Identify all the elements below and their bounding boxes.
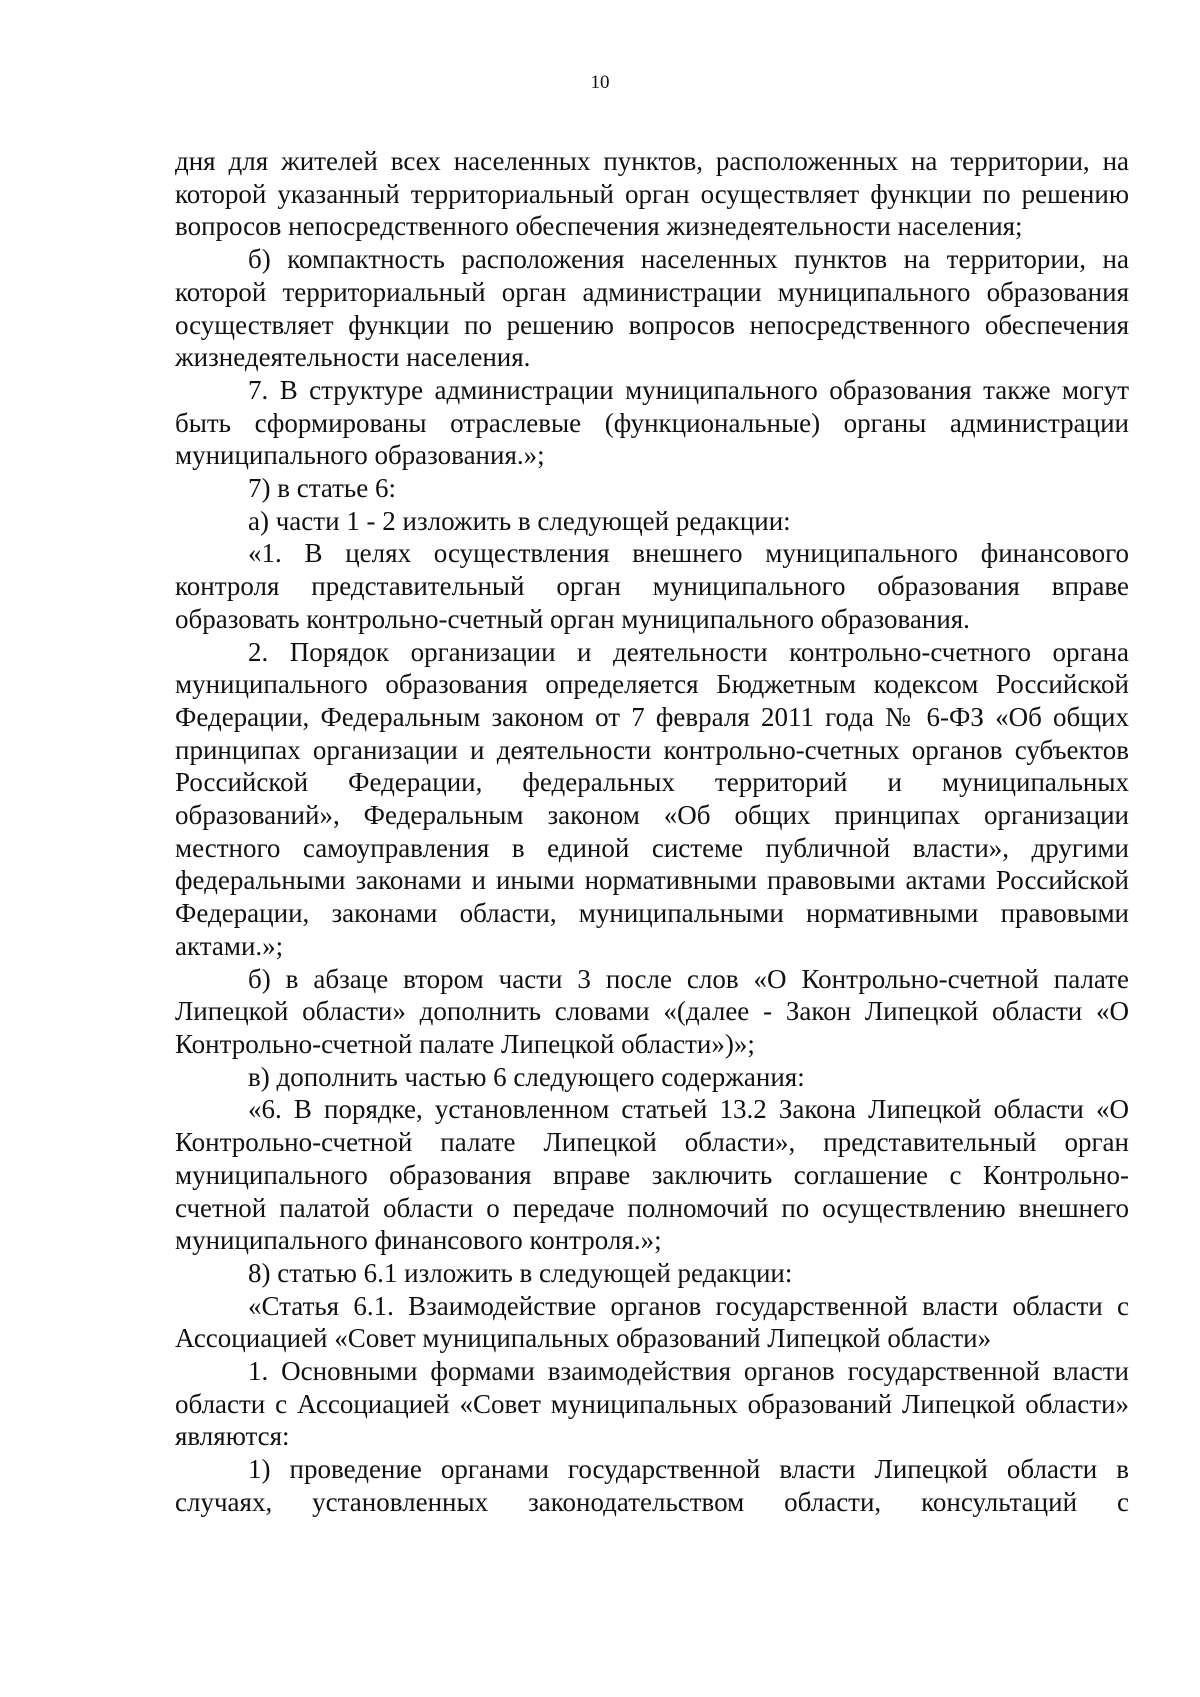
paragraph-1: дня для жителей всех населенных пунктов, расположенных на территории, на которой указанный территориальный орган осуществляет функции по решению вопросов непосредственного обеспечения жизнедеятельности населения; [175, 146, 1129, 242]
paragraph-13: 1. Основными формами взаимодействия органов государственной власти области с Ассоциацией «Совет муниципальных образований Липецкой области» являются: [175, 1356, 1129, 1452]
paragraph-3: 7. В структуре администрации муниципального образования также могут быть сформированы отраслевые (функциональные) органы администрации муниципального образования.»; [175, 374, 1129, 471]
paragraph-5: а) части 1 - 2 изложить в следующей редакции: [248, 505, 791, 536]
paragraph-7: 2. Порядок организации и деятельности контрольно-счетного органа муниципального образования определяется Бюджетным кодексом Российской Федерации, Федеральным законом от 7 февраля 2011 года № 6-ФЗ «Об общих принципах организации и деятельности контрольно-счетных органов субъектов Российской Федерации, федеральных территорий и муниципальных образований», Федеральным законом «Об общих принципах организации местного самоуправления в единой системе публичной власти», другими федеральными законами и иными нормативными правовыми актами Российской Федерации, законами области, муниципальными нормативными правовыми актами.»; [175, 636, 1129, 961]
paragraph-10: «6. В порядке, установленном статьей 13.2 Закона Липецкой области «О Контрольно-счетной палате Липецкой области», представительный орган муниципального образования вправе заключить соглашение с Контрольно-счетной палатой области о передаче полномочий по осуществлению внешнего муниципального финансового контроля.»; [175, 1094, 1129, 1256]
paragraph-14: 1) проведение органами государственной власти Липецкой области в случаях, установленных законодательством области, консультаций с [175, 1454, 1129, 1517]
paragraph-9: в) дополнить частью 6 следующего содержания: [248, 1061, 805, 1092]
paragraph-2: б) компактность расположения населенных пунктов на территории, на которой территориальный орган администрации муниципального образования осуществляет функции по решению вопросов непосредственного обеспечения жизнедеятельности населения. [175, 244, 1129, 373]
page-number: 10 [590, 72, 610, 93]
paragraph-12: «Статья 6.1. Взаимодействие органов государственной власти области с Ассоциацией «Совет муниципальных образований Липецкой области» [175, 1290, 1129, 1354]
paragraph-11: 8) статью 6.1 изложить в следующей редакции: [248, 1257, 793, 1288]
paragraph-6: «1. В целях осуществления внешнего муниципального финансового контроля представительный орган муниципального образования вправе образовать контрольно-счетный орган муниципального образования. [175, 538, 1129, 634]
paragraph-4: 7) в статье 6: [248, 473, 396, 504]
document-body [175, 145, 1129, 1519]
paragraph-8: б) в абзаце втором части 3 после слов «О Контрольно-счетной палате Липецкой области» дополнить словами «(далее - Закон Липецкой области «О Контрольно-счетной палате Липецкой области»)»; [175, 963, 1129, 1059]
